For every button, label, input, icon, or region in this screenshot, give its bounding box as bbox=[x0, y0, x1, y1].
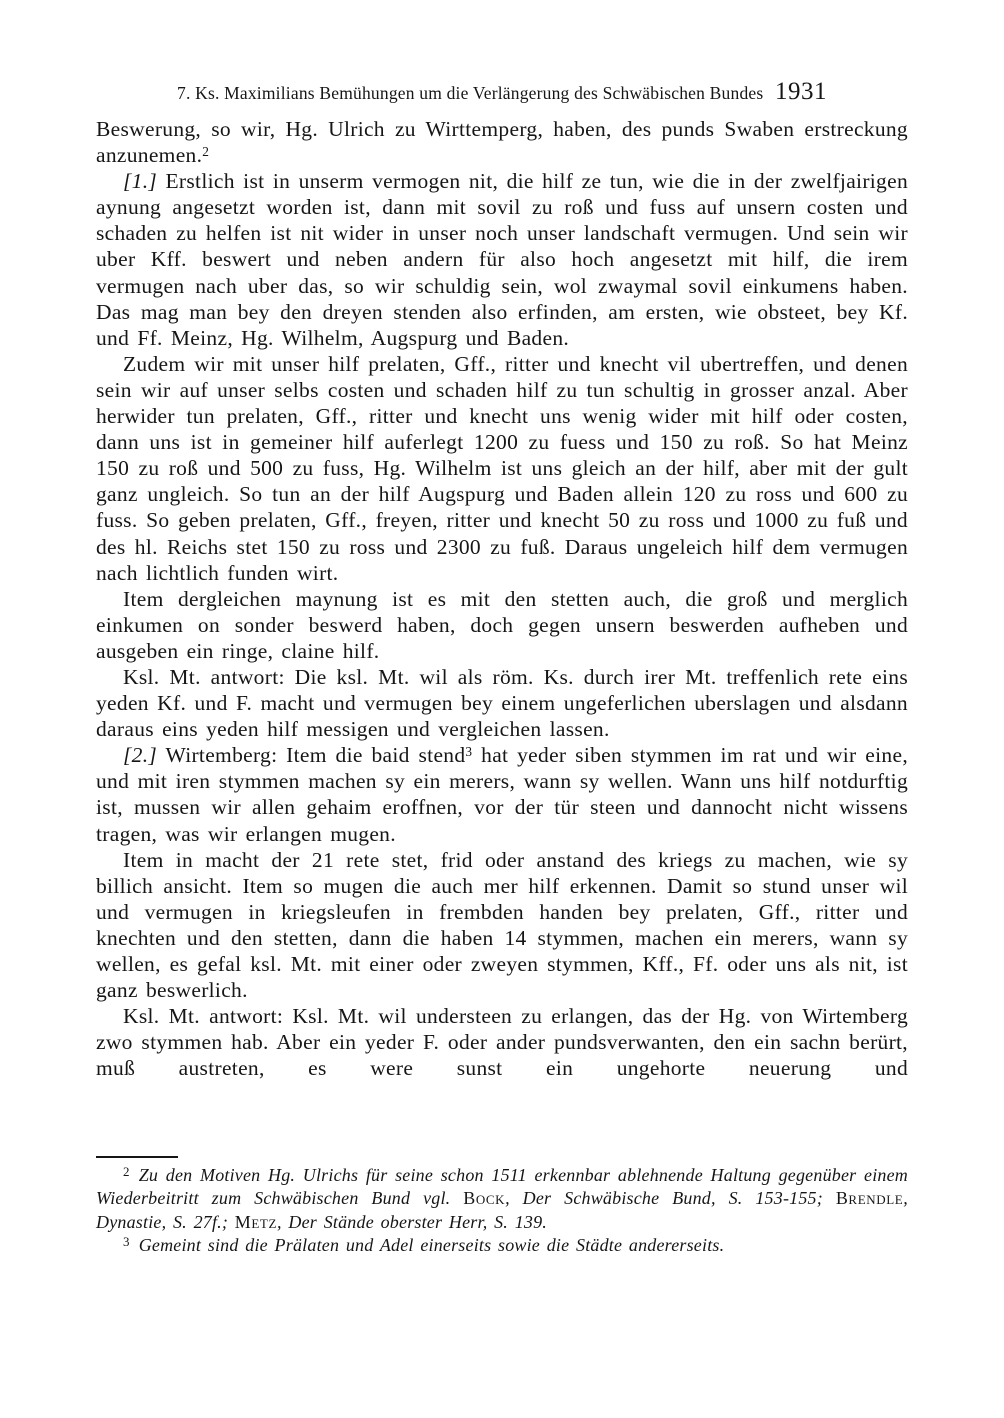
body-text bbox=[96, 116, 908, 1081]
footnote-ref: 2 bbox=[202, 144, 210, 160]
paragraph-8 bbox=[96, 1003, 908, 1081]
italic-text-segment: [2.] bbox=[123, 743, 158, 768]
footnote-3 bbox=[96, 1234, 908, 1257]
italic-text-segment: , Der Schwäbische Bund, S. 153-155; bbox=[505, 1188, 836, 1209]
author-name: Brendle bbox=[835, 1188, 904, 1209]
running-header-title: 7. Ks. Maximilians Bemühungen um die Verlängerung des Schwäbischen Bundes bbox=[177, 83, 764, 103]
paragraph-5 bbox=[96, 664, 908, 742]
running-header bbox=[96, 78, 908, 106]
paragraph-7 bbox=[96, 847, 908, 1004]
author-name: Metz bbox=[234, 1211, 278, 1232]
text-segment: Erstlich ist in unserm vermogen nit, die hilf ze tun, wie die in der zwelfjairigen aynung angesetzt worden ist, dann mit sovil zu roß und fuss auf unsern costen und schaden zu helfen ist nit wider in unser noch unser landschaft vermugen. Und sein wir uber Kff. beswert und neben andern für also hoch angesetzt mit hilf, die irem vermugen nach uber das, so wir schuldig sein, wol zwaymal sovil einkumens haben. Das mag man bey den dreyen stenden also erfinden, am ersten, wie obsteet, bey Kf. und Ff. Meinz, Hg. Wilhelm, Augspurg und Baden. bbox=[96, 169, 908, 350]
text-segment: Zudem wir mit unser hilf prelaten, Gff., ritter und knecht vil ubertreffen, und denen sein wir auf unser selbs costen und schaden hilf zu tun schultig in grosser anzal. Aber herwider tun prelaten, Gff., ritter und knecht uns wenig wider mit hilf oder costen, dann uns ist in gemeiner hilf auferlegt 1200 zu fuess und 150 zu roß. So hat Meinz 150 zu roß und 500 zu fuss, Hg. Wilhelm ist uns gleich an der hilf, aber mit der gult ganz ungleich. So tun an der hilf Augspurg und Baden allein 120 zu ross und 600 zu fuss. So geben prelaten, Gff., freyen, ritter und knecht 50 zu ross und 1000 zu fuß und des hl. Reichs stet 150 zu ross und 2300 zu fuß. Daraus ungeleich hilf dem vermugen nach lichtlich funden wirt. bbox=[96, 351, 908, 585]
footnote-marker: 2 bbox=[123, 1163, 130, 1179]
italic-text-segment: Zu den Motiven Hg. Ulrichs für seine schon 1511 erkennbar ablehnende Haltung gegenüber einem Wiederbeitritt zum Schwäbischen Bund vgl. bbox=[96, 1165, 908, 1209]
paragraph-4 bbox=[96, 586, 908, 664]
footnote-2 bbox=[96, 1164, 908, 1234]
text-segment: hat yeder siben stymmen im rat und wir eine, und mit iren stymmen machen sy ein merers, wann sy wellen. Wann uns hilf notdurftig ist, mussen wir allen gehaim eroffnen, vor der tür steen und dannocht nicht wissens tragen, was wir erlangen mugen. bbox=[96, 743, 908, 846]
text-segment: Beswerung, so wir, Hg. Ulrich zu Wirttemperg, haben, des punds Swaben erstreckung anzunemen. bbox=[96, 117, 908, 168]
footnote-ref: 3 bbox=[465, 744, 473, 760]
italic-text-segment: , Dynastie, S. 27f.; bbox=[96, 1188, 908, 1232]
author-name: Bock bbox=[463, 1188, 506, 1209]
text-segment: Item dergleichen maynung ist es mit den stetten auch, die groß und merglich einkumen on sonder beswerd haben, doch gegen unsern beswerden aufheben und ausgeben ein ringe, claine hilf. bbox=[96, 586, 908, 663]
text-segment: Ksl. Mt. antwort: Die ksl. Mt. wil als röm. Ks. durch irer Mt. treffenlich rete eins yeden Kf. und F. macht und vermugen bey einem ungeferlichen uberslagen und alsdann daraus eins yeden hilf messigen und vergleichen lassen. bbox=[96, 664, 908, 742]
page-number: 1931 bbox=[774, 78, 827, 105]
italic-text-segment: [1.] bbox=[123, 169, 158, 194]
text-segment: Ksl. Mt. antwort: Ksl. Mt. wil understeen zu erlangen, das der Hg. von Wirtemberg zwo stymmen hab. Aber ein yeder F. oder ander pundsverwanten, den ein sachn berürt, muß austreten, es were sunst ein ungehorte neuerung und bbox=[96, 1004, 908, 1081]
paragraph-1 bbox=[96, 116, 908, 168]
text-segment: Item in macht der 21 rete stet, frid oder anstand des kriegs zu machen, wie sy billich ansicht. Item so mugen die auch mer hilf erkennen. Damit so stund unser wil und vermugen in kriegsleufen in frembden handen bey prelaten, Gff., ritter und knechten und den stetten, dann die haben 14 stymmen, machen ein merers, wann sy wellen, es gefal ksl. Mt. mit einer oder zweyen stymmen, Kff., Ff. oder uns als nit, ist ganz beswerlich. bbox=[96, 847, 908, 1003]
paragraph-2 bbox=[96, 168, 908, 351]
paragraph-3 bbox=[96, 351, 908, 586]
text-segment: Wirtemberg: Item die baid stend bbox=[157, 743, 466, 768]
italic-text-segment: Gemeint sind die Prälaten und Adel einerseits sowie die Städte andererseits. bbox=[138, 1235, 725, 1256]
footnote-rule bbox=[96, 1156, 178, 1158]
paragraph-6 bbox=[96, 742, 908, 846]
footnotes-section bbox=[96, 1164, 908, 1258]
footnote-marker: 3 bbox=[123, 1234, 130, 1250]
italic-text-segment: , Der Stände oberster Herr, S. 139. bbox=[277, 1211, 547, 1232]
